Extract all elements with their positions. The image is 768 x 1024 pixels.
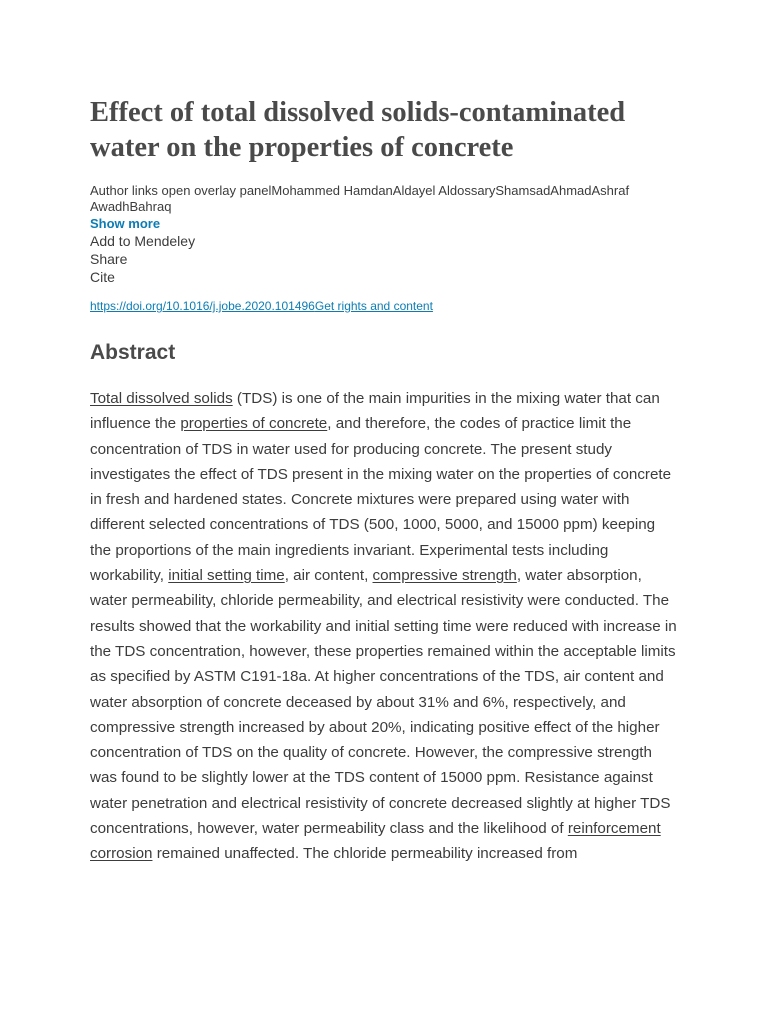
link-initial-setting-time[interactable]: initial setting time [168,567,285,585]
rights-link[interactable]: Get rights and content [314,299,433,313]
abstract-heading: Abstract [90,341,176,364]
author-links[interactable]: Author links open overlay panelMohammed HamdanAldayel AldossaryShamsadAhmadAshraf AwadhBahraq [90,183,630,214]
article-title: Effect of total dissolved solids-contaminated water on the properties of concrete [90,97,626,163]
doi-link[interactable]: https://doi.org/10.1016/j.jobe.2020.101496 [90,299,315,313]
add-to-mendeley-link[interactable]: Add to Mendeley [90,233,196,249]
abstract-paragraph [90,386,680,867]
show-more-button[interactable]: Show more [90,216,161,231]
share-link[interactable]: Share [90,251,128,267]
abstract-text-2: , and therefore, the codes of practice limit the concentration of TDS in water used for producing concrete. The present study investigates the effect of TDS present in the mixing water on the properties of concrete in fresh and hardened states. Concrete mixtures were prepared using water with different selected concentrations of TDS (500, 1000, 5000, and 15000 ppm) keeping the proportions of the main ingredients invariant. Experimental tests including workability, [90,415,672,585]
abstract-text-3: , air content, [284,567,373,585]
cite-link[interactable]: Cite [90,269,115,285]
link-compressive-strength[interactable]: compressive strength [372,567,517,585]
doi-rights-row [90,298,768,314]
abstract-text-4: , water absorption, water permeability, chloride permeability, and electrical resistivity were conducted. The results showed that the workability and initial setting time were reduced with increase in the TDS concentration, however, these properties remained within the acceptable limits as specified by ASTM C191-18a. At higher concentrations of the TDS, air content and water absorption of concrete deceased by about 31% and 6%, respectively, and compressive strength increased by about 20%, indicating positive effect of the higher concentration of TDS on the quality of concrete. However, the compressive strength was found to be slightly lower at the TDS content of 15000 ppm. Resistance against water penetration and electrical resistivity of concrete decreased slightly at higher TDS concentrations, however, water permeability class and the likelihood of [90,567,677,838]
link-properties-of-concrete[interactable]: properties of concrete [180,415,328,433]
link-reinforcement-corrosion[interactable]: reinforcement corrosion [90,820,661,863]
abstract-text-5: remained unaffected. The chloride permeability increased from [152,845,578,863]
link-total-dissolved-solids[interactable]: Total dissolved solids [90,390,233,407]
abstract-text-1: (TDS) is one of the main impurities in the mixing water that can influence the [90,390,660,433]
